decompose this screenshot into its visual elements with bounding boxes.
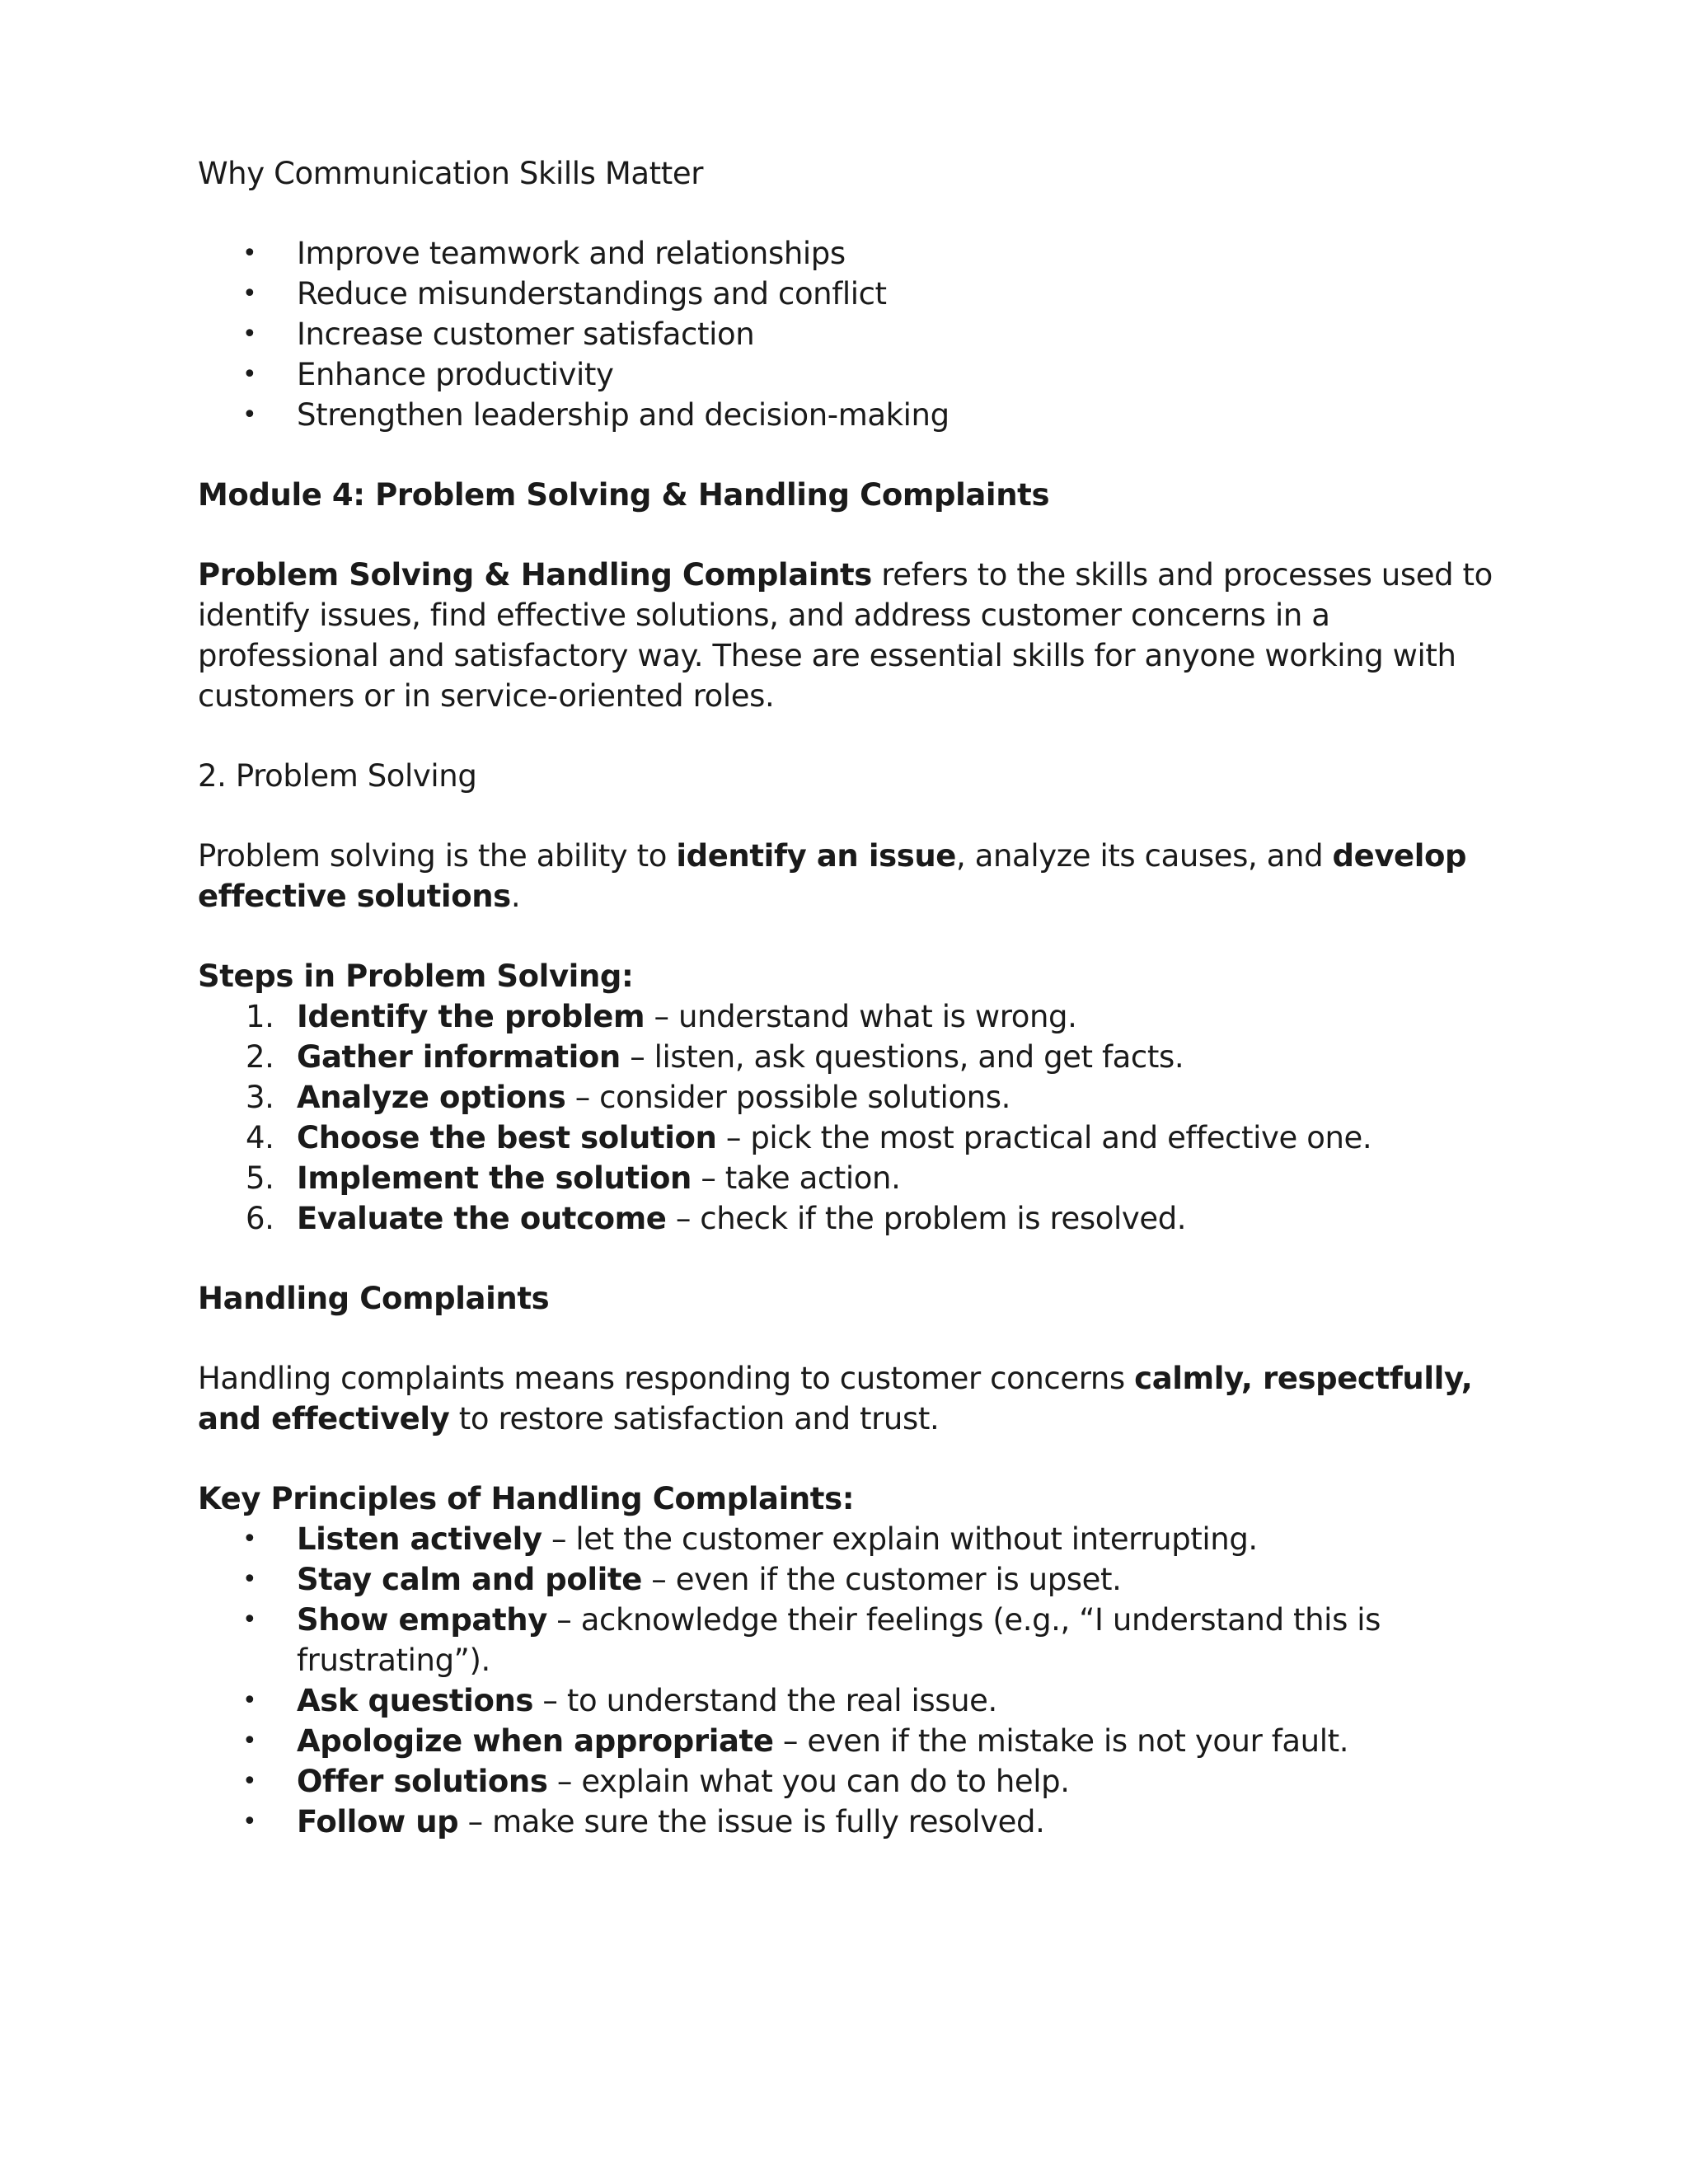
module-heading: Module 4: Problem Solving & Handling Complaints: [198, 477, 1050, 513]
step-number: 4.: [246, 1120, 274, 1155]
list-item: • Listen actively – let the customer explain without interrupting.: [198, 1519, 1517, 1559]
steps-heading: Steps in Problem Solving:: [198, 958, 634, 994]
bullet-icon: •: [242, 1605, 257, 1634]
complaints-heading: Handling Complaints: [198, 1281, 550, 1316]
principles-heading: Key Principles of Handling Complaints:: [198, 1481, 855, 1516]
step-number: 2.: [246, 1039, 274, 1075]
bullet-icon: •: [242, 1565, 257, 1594]
document-page: [198, 153, 1517, 1842]
step-number: 6.: [246, 1201, 274, 1236]
list-item: • Show empathy – acknowledge their feelings (e.g., “I understand this is frustrating”).: [198, 1600, 1517, 1680]
list-item: • Offer solutions – explain what you can do to help.: [198, 1761, 1517, 1802]
list-item: • Reduce misunderstandings and conflict: [198, 274, 1517, 314]
intro-bullet-list: [198, 233, 1517, 435]
list-item: 6. Evaluate the outcome – check if the problem is resolved.: [198, 1198, 1517, 1239]
bullet-icon: •: [242, 239, 257, 268]
list-item: • Apologize when appropriate – even if the mistake is not your fault.: [198, 1721, 1517, 1761]
module-definition: Problem Solving & Handling Complaints refers to the skills and processes used to identify issues, find effective solutions, and address customer concerns in a professional and satisfactory way. These are essential skills for anyone working with customers or in service-oriented roles.: [198, 557, 1493, 714]
list-item: 4. Choose the best solution – pick the most practical and effective one.: [198, 1118, 1517, 1158]
list-item: 1. Identify the problem – understand what is wrong.: [198, 996, 1517, 1037]
step-number: 1.: [246, 999, 274, 1034]
step-number: 3.: [246, 1080, 274, 1115]
list-item: • Enhance productivity: [198, 354, 1517, 395]
list-item: • Stay calm and polite – even if the customer is upset.: [198, 1559, 1517, 1600]
list-item: • Improve teamwork and relationships: [198, 233, 1517, 274]
principles-list: [198, 1519, 1517, 1842]
bullet-icon: •: [242, 1525, 257, 1554]
bullet-icon: •: [242, 401, 257, 429]
step-number: 5.: [246, 1160, 274, 1196]
list-item: • Ask questions – to understand the real issue.: [198, 1680, 1517, 1721]
bullet-icon: •: [242, 1807, 257, 1836]
bullet-icon: •: [242, 1767, 257, 1796]
problem-solving-intro: Problem solving is the ability to identify an issue, analyze its causes, and develop effective solutions.: [198, 838, 1467, 914]
list-item: 5. Implement the solution – take action.: [198, 1158, 1517, 1198]
bullet-icon: •: [242, 279, 257, 308]
list-item: 3. Analyze options – consider possible solutions.: [198, 1077, 1517, 1118]
steps-list: [198, 996, 1517, 1239]
list-item: • Strengthen leadership and decision-making: [198, 395, 1517, 435]
list-item: 2. Gather information – listen, ask questions, and get facts.: [198, 1037, 1517, 1077]
list-item: • Increase customer satisfaction: [198, 314, 1517, 354]
problem-solving-heading: 2. Problem Solving: [198, 758, 477, 794]
bullet-icon: •: [242, 320, 257, 349]
list-item: • Follow up – make sure the issue is fully resolved.: [198, 1802, 1517, 1842]
bullet-icon: •: [242, 1686, 257, 1715]
complaints-intro: Handling complaints means responding to customer concerns calmly, respectfully, and effectively to restore satisfaction and trust.: [198, 1361, 1473, 1436]
bullet-icon: •: [242, 1727, 257, 1755]
intro-title: Why Communication Skills Matter: [198, 156, 704, 191]
bullet-icon: •: [242, 360, 257, 389]
